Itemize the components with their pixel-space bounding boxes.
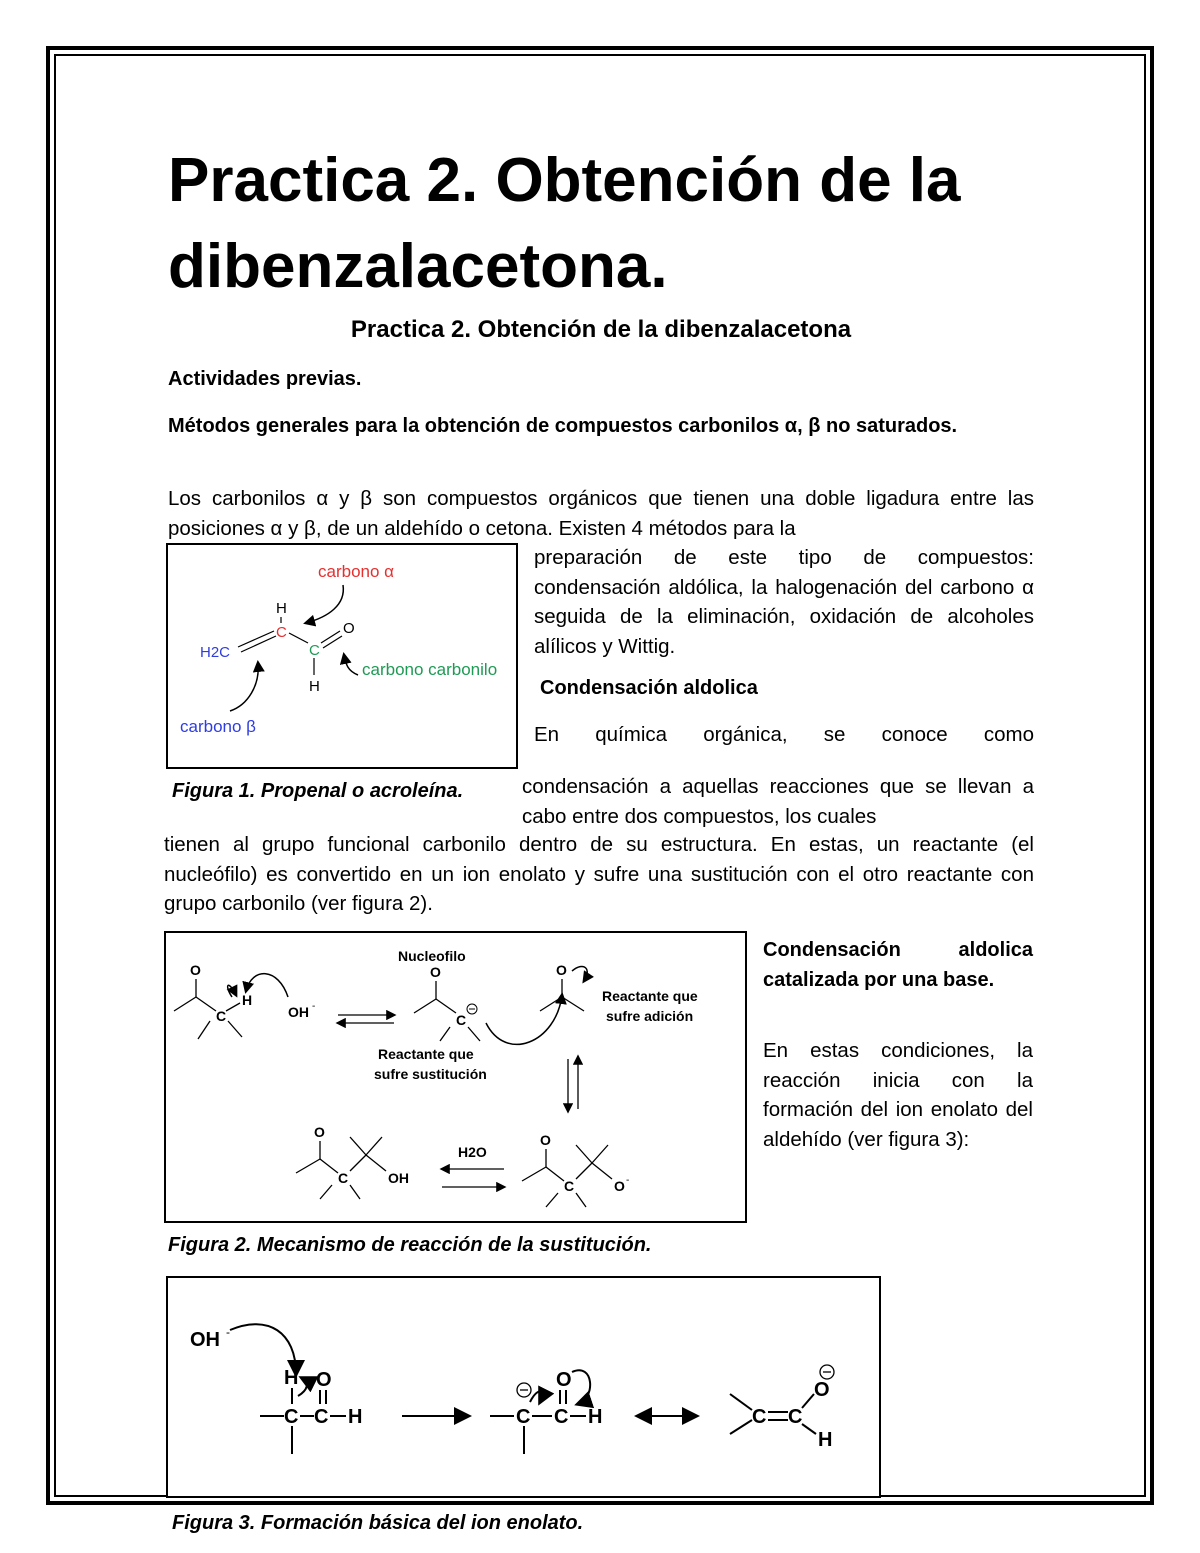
m2-o: O (430, 964, 441, 980)
f3-h: H (284, 1367, 299, 1389)
aldol-side-line1: En química orgánica, se conoce como (534, 723, 1034, 746)
f3-c1: C (284, 1406, 299, 1428)
label-adicion-1: Reactante que (602, 988, 698, 1004)
label-carbono-alpha: carbono α (318, 562, 394, 581)
atom-h2c-beta: H2C (200, 644, 231, 661)
base-heading: Condensación aldolica catalizada por una base. (763, 939, 1033, 991)
svg-text:-: - (626, 1175, 630, 1186)
aldol-side-lines: condensación a aquellas reacciones que se llevan a cabo entre dos compuestos, los cuales (522, 775, 1034, 828)
f3-c4: C (554, 1406, 569, 1428)
f3-h2: H (348, 1406, 363, 1428)
figure2-box (164, 931, 747, 1223)
label-carbono-beta: carbono β (180, 717, 256, 736)
f3-o2: O (556, 1369, 572, 1391)
m1-o: O (190, 962, 201, 978)
carbonyl-arrow (344, 655, 358, 675)
atom-c-carbonyl: C (309, 642, 320, 659)
figure1-caption: Figura 1. Propenal o acroleína. (172, 780, 464, 802)
figure3-caption: Figura 3. Formación básica del ion enolato. (172, 1512, 584, 1534)
m5-c: C (564, 1178, 575, 1194)
label-h2o: H2O (458, 1144, 487, 1160)
f3-c2: C (314, 1406, 329, 1428)
figure3-enolate-formation (168, 1278, 879, 1496)
atom-o: O (343, 620, 355, 637)
document-subtitle: Practica 2. Obtención de la dibenzalacetona (350, 316, 852, 343)
figure1-acrolein-structure (168, 545, 516, 767)
document-title: Practica 2. Obtención de la dibenzalacetona. (168, 146, 961, 301)
alpha-arrow (306, 585, 343, 623)
f3-h3: H (588, 1406, 603, 1428)
m1-h: H (242, 992, 253, 1008)
f3-c5: C (752, 1406, 767, 1428)
f3-h4: H (818, 1429, 833, 1451)
m4-c: C (338, 1170, 349, 1186)
f3-c3: C (516, 1406, 531, 1428)
label-sustitucion-2: sufre sustitución (374, 1066, 487, 1082)
m5-o-minus: O (614, 1178, 625, 1194)
f3-o3: O (814, 1379, 830, 1401)
methods-heading: Métodos generales para la obtención de compuestos carbonilos α, β no saturados. (168, 415, 958, 437)
m4-oh: OH (388, 1170, 409, 1186)
figure1-box (166, 543, 518, 769)
atom-c-alpha: C (276, 624, 287, 641)
svg-text:-: - (226, 1325, 230, 1339)
base-paragraph: En estas condiciones, la reacción inicia con la formación del ion enolato del aldehído (ver figura 3): (763, 1039, 1033, 1151)
m2-c: C (456, 1012, 467, 1028)
atom-h-top: H (276, 600, 287, 617)
intro-paragraph-side: preparación de este tipo de compuestos: condensación aldólica, la halogenación del carbono α seguida de la eliminación, oxidación de alcoholes alílicos y Wittig. (534, 546, 1034, 658)
aldol-heading: Condensación aldolica (540, 677, 758, 699)
svg-text:-: - (312, 1001, 316, 1012)
label-sustitucion-1: Reactante que (378, 1046, 474, 1062)
f3-c6: C (788, 1406, 803, 1428)
f3-oh: OH (190, 1329, 220, 1351)
section-heading: Actividades previas. (168, 368, 362, 390)
label-carbono-carbonilo: carbono carbonilo (362, 660, 498, 679)
label-nucleofilo: Nucleofilo (398, 948, 466, 964)
intro-paragraph-top: Los carbonilos α y β son compuestos orgánicos que tienen una doble ligadura entre las posiciones α y β, de un aldehído o cetona. Existen 4 métodos para la (168, 487, 1034, 540)
aldol-full-paragraph: tienen al grupo funcional carbonilo dentro de su estructura. En estas, un reactante (el nucleófilo) es convertido en un ion enolato y sufre una sustitución con el otro reactante con grupo carbonilo (ver figura 2). (164, 833, 1034, 915)
m4-o: O (314, 1124, 325, 1140)
m5-o: O (540, 1132, 551, 1148)
beta-arrow (230, 663, 258, 711)
figure2-caption: Figura 2. Mecanismo de reacción de la sustitución. (168, 1234, 652, 1256)
label-adicion-2: sufre adición (606, 1008, 694, 1024)
m1-c: C (216, 1008, 227, 1024)
m3-o: O (556, 962, 567, 978)
m1-oh: OH (288, 1004, 309, 1020)
atom-h-bottom: H (309, 678, 320, 695)
figure3-box (166, 1276, 881, 1498)
figure2-mechanism (166, 933, 745, 1221)
f3-o1: O (316, 1369, 332, 1391)
